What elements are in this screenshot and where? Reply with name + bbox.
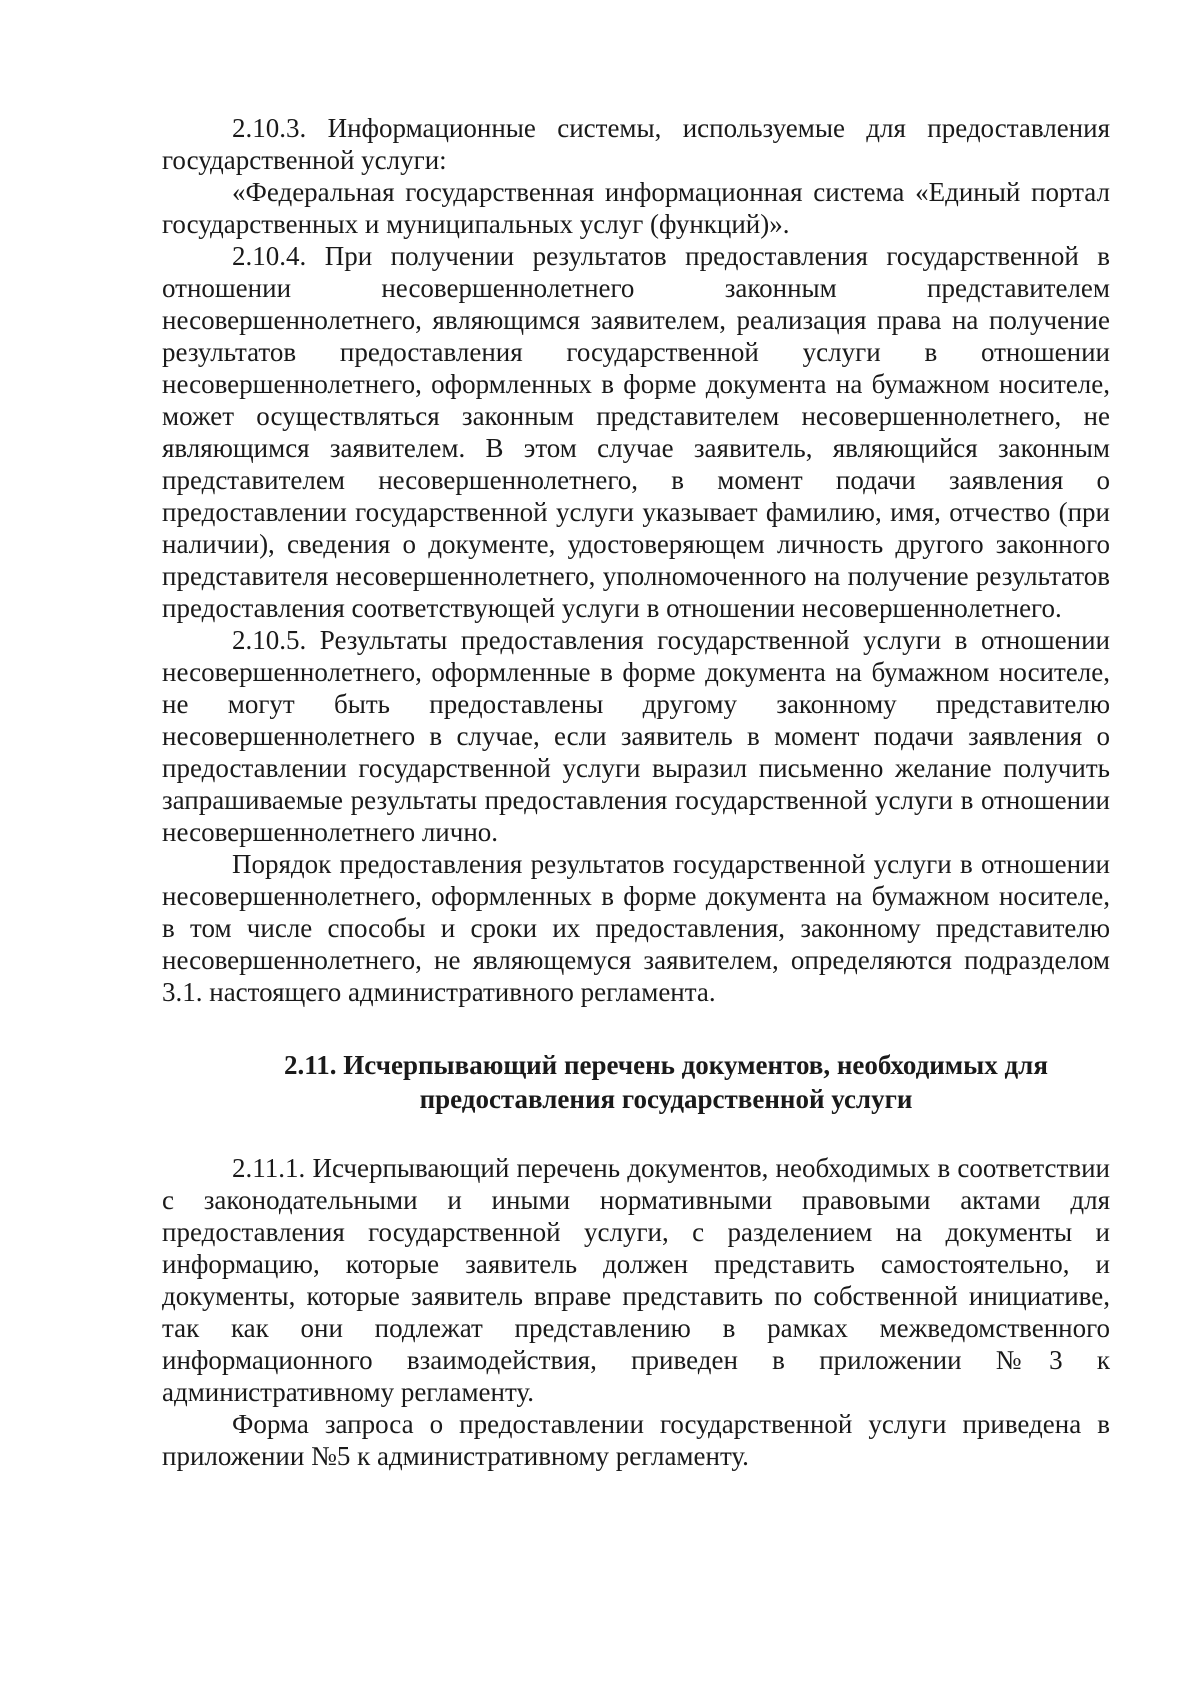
section-heading-line-2: предоставления государственной услуги: [419, 1084, 913, 1114]
paragraph-procedure: Порядок предоставления результатов государственной услуги в отношении несовершеннолетнего, оформленных в форме документа на бумажном носителе, в том числе способы и сроки их предоставления, законному представителю несовершеннолетнего, не являющемуся заявителем, определяются подразделом 3.1. настоящего административного регламента.: [162, 849, 1110, 1007]
paragraph-2-10-4: 2.10.4. При получении результатов предоставления государственной в отношении несовершеннолетнего законным представителем несовершеннолетнего, являющимся заявителем, реализация права на получение результатов предоставления государственной услуги в отношении несовершеннолетнего, оформленных в форме документа на бумажном носителе, может осуществляться законным представителем несовершеннолетнего, не являющимся заявителем. В этом случае заявитель, являющийся законным представителем несовершеннолетнего, в момент подачи заявления о предоставлении государственной услуги указывает фамилию, имя, отчество (при наличии), сведения о документе, удостоверяющем личность другого законного представителя несовершеннолетнего, уполномоченного на получение результатов предоставления соответствующей услуги в отношении несовершеннолетнего.: [162, 241, 1110, 623]
section-heading-2-11: [162, 1048, 1110, 1116]
section-heading-line-1: 2.11. Исчерпывающий перечень документов, необходимых для: [284, 1050, 1048, 1080]
paragraph-2-11-1: 2.11.1. Исчерпывающий перечень документов, необходимых в соответствии с законодательными и иными нормативными правовыми актами для предоставления государственной услуги, с разделением на документы и информацию, которые заявитель должен представить самостоятельно, и документы, которые заявитель вправе представить по собственной инициативе, так как они подлежат представлению в рамках межведомственного информационного взаимодействия, приведен в приложении №3 к административному регламенту.: [162, 1153, 1110, 1407]
document-body: [162, 112, 1110, 1472]
paragraph-2-10-3: 2.10.3. Информационные системы, используемые для предоставления государственной услуги:: [162, 113, 1110, 175]
paragraph-2-10-5: 2.10.5. Результаты предоставления государственной услуги в отношении несовершеннолетнего, оформленные в форме документа на бумажном носителе, не могут быть предоставлены другому законному представителю несовершеннолетнего в случае, если заявитель в момент подачи заявления о предоставлении государственной услуги выразил письменно желание получить запрашиваемые результаты предоставления государственной услуги в отношении несовершеннолетнего лично.: [162, 625, 1110, 847]
paragraph-epgu: «Федеральная государственная информационная система «Единый портал государственных и муниципальных услуг (функций)».: [162, 177, 1110, 239]
paragraph-request-form: Форма запроса о предоставлении государственной услуги приведена в приложении №5 к административному регламенту.: [162, 1409, 1110, 1471]
